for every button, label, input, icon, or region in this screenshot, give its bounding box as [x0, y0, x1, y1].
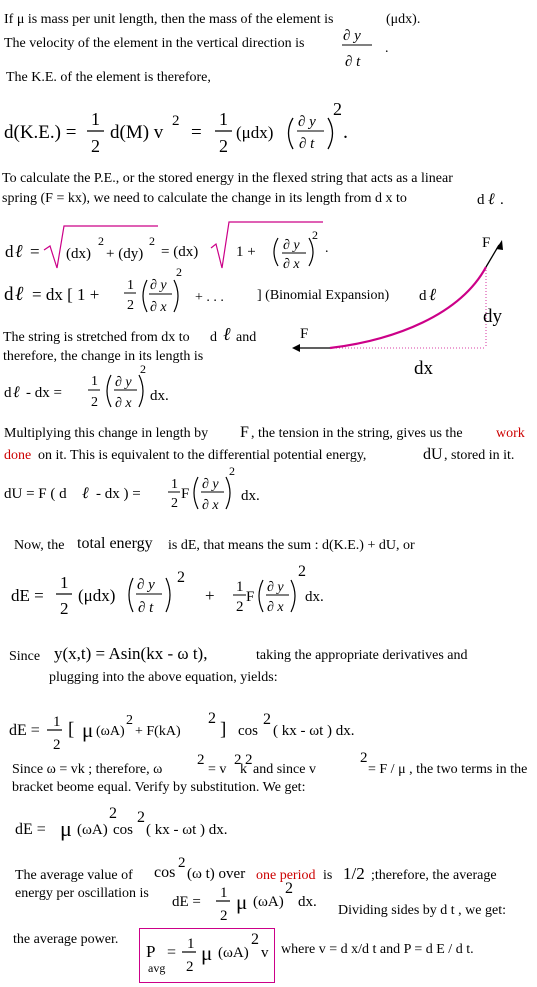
work-F: F	[240, 424, 249, 441]
ke-equals: =	[191, 122, 202, 143]
de-plus: +	[205, 586, 215, 605]
velocity-period: .	[385, 41, 389, 56]
change-half-num: 1	[91, 374, 98, 389]
de2-plus: + F(kA)	[135, 724, 181, 739]
since-rest: taking the appropriate derivatives and	[256, 648, 468, 663]
stretch-d: d	[210, 330, 217, 345]
binom-note: ] (Binomial Expansion)	[257, 288, 390, 303]
du-ell: ℓ	[82, 485, 89, 502]
intro-line-2: The velocity of the element in the vertical direction is	[4, 36, 305, 51]
de2-cos: cos	[238, 723, 258, 739]
de-p2-sq: 2	[298, 563, 306, 580]
velocity-denominator: ∂ t	[345, 54, 361, 70]
du-half-den: 2	[171, 496, 178, 511]
avg-c: ;therefore, the average	[371, 868, 497, 883]
power-omA-sq: 2	[251, 931, 259, 948]
since2-v2-sq: 2	[360, 750, 368, 766]
de2-mu: μ	[82, 718, 94, 742]
since2-b: = v	[208, 762, 227, 777]
avg-one-period: one period	[256, 868, 316, 883]
power-avg-sub: avg	[148, 961, 166, 975]
ke-half2-num: 1	[219, 109, 228, 129]
de-tail: dx.	[305, 589, 324, 605]
ke-dm-v: d(M) v	[110, 122, 164, 143]
power-omA: (ωA)	[218, 945, 249, 961]
de-p-den: ∂ t	[138, 600, 154, 616]
de-F: F	[246, 589, 255, 605]
dl-ell: ℓ	[15, 241, 23, 261]
de2-kA-sq: 2	[208, 710, 216, 727]
avg-b: is	[323, 868, 333, 883]
de-p2-num: ∂ y	[267, 580, 284, 595]
wave-equation: y(x,t) = Asin(kx - ω t),	[54, 644, 208, 663]
ke-half-den: 2	[91, 136, 100, 156]
ke-partial-den: ∂ t	[299, 136, 315, 152]
avg-dx: dx.	[298, 894, 317, 910]
de2-half-den: 2	[53, 737, 61, 753]
de-p2-den: ∂ x	[267, 600, 284, 615]
since2-d: and since v	[253, 762, 316, 777]
change-d: d	[4, 385, 12, 401]
de3-arg: ( kx - ωt ) dx.	[146, 822, 228, 838]
since-line-2: plugging into the above equation, yields:	[49, 670, 278, 685]
done-red: done	[4, 448, 32, 463]
stretch-line-1: The string is stretched from dx to	[3, 330, 190, 345]
de2-omA: (ωA)	[96, 724, 125, 739]
stretch-and: and	[236, 330, 257, 345]
de2-arg: ( kx - ωt ) dx.	[273, 723, 355, 739]
de2-lhs: dE =	[9, 722, 40, 739]
diagram-dl-ell: ℓ	[429, 285, 437, 304]
de3-lhs: dE =	[15, 821, 46, 838]
de2-omA-sq: 2	[126, 713, 133, 728]
work-line-2b: , stored in it.	[444, 448, 515, 463]
binom-eq: = dx [ 1 +	[32, 285, 100, 304]
avg-half: 1/2	[343, 864, 365, 883]
du-mid: - dx ) =	[96, 486, 141, 502]
binom-half-num: 1	[127, 278, 134, 293]
de-mudx: (μdx)	[78, 586, 116, 605]
du-p-den: ∂ x	[202, 498, 219, 513]
dl-p-sq: 2	[312, 228, 318, 242]
ke-half2-den: 2	[219, 136, 228, 156]
de-half-num: 1	[60, 573, 69, 592]
de-p-sq: 2	[177, 569, 185, 586]
since2-e: = F / μ , the two terms in the	[368, 762, 528, 777]
total-energy: total energy	[77, 535, 153, 552]
de-p-num: ∂ y	[137, 577, 155, 593]
work-line-1b: , the tension in the string, gives us the	[251, 426, 463, 441]
work-dU: dU	[423, 446, 443, 463]
change-minus: - dx =	[26, 385, 62, 401]
change-p-den: ∂ x	[115, 396, 132, 411]
p2-ell: ℓ	[488, 191, 495, 208]
de3-cos-sq: 2	[137, 809, 145, 826]
avg-half-den: 2	[220, 908, 228, 924]
de3-mu: μ	[60, 816, 72, 841]
since2-k-sq: 2	[245, 752, 253, 768]
power-v: v	[261, 945, 269, 961]
de3-omA: (ωA)	[77, 822, 108, 838]
since2-om-sq: 2	[197, 752, 205, 768]
work-line-2a: on it. This is equivalent to the differential potential energy,	[38, 448, 367, 463]
dl-dy: + (dy)	[106, 246, 144, 262]
velocity-numerator: ∂ y	[343, 28, 361, 44]
diagram-dl-d: d	[419, 288, 427, 304]
ke-mudx: (μdx)	[236, 123, 274, 142]
de-half2-den: 2	[236, 599, 244, 615]
ke-lhs: d(K.E.) =	[4, 122, 77, 143]
dl-eq-dx: = (dx)	[161, 244, 199, 260]
du-tail: dx.	[241, 488, 260, 504]
avg-cos: cos	[154, 864, 176, 881]
since2-a: Since ω = vk ; therefore, ω	[12, 762, 163, 777]
de3-cos: cos	[113, 822, 133, 838]
since2-v-sq: 2	[234, 752, 242, 768]
p2-end: .	[500, 192, 504, 208]
binom-p-num: ∂ y	[150, 278, 167, 293]
mass-expression: (μdx).	[386, 12, 421, 27]
change-p-sq: 2	[140, 362, 146, 376]
diagram-F-top: F	[482, 235, 491, 251]
since2-line-2: bracket beome equal. Verify by substitution. We get:	[12, 780, 306, 795]
avg-line-2: energy per oscillation is	[15, 886, 149, 901]
du-p-num: ∂ y	[202, 477, 219, 492]
power-eq: =	[167, 944, 177, 961]
binom-p-sq: 2	[176, 265, 182, 279]
binom-ell: ℓ	[15, 283, 24, 305]
ke-v-squared: 2	[172, 113, 180, 129]
total-b: is dE, that means the sum : d(K.E.) + dU, or	[168, 538, 415, 553]
avg-half-num: 1	[220, 885, 228, 901]
ke-partial-squared: 2	[333, 99, 342, 119]
du-p-sq: 2	[229, 464, 235, 478]
de2-half-num: 1	[53, 714, 61, 730]
pe-line-1: To calculate the P.E., or the stored energy in the flexed string that acts as a linear	[2, 171, 453, 186]
dl-d: d	[5, 242, 14, 261]
dl-dx-sq: 2	[98, 234, 104, 248]
dl-dy-sq: 2	[149, 234, 155, 248]
avg-a: The average value of	[15, 868, 133, 883]
change-half-den: 2	[91, 395, 98, 410]
since2-c: k	[240, 762, 247, 777]
avg-power-text: the average power.	[13, 932, 119, 947]
avg-omA-sq: 2	[285, 880, 293, 897]
diagram-F-left: F	[300, 326, 309, 342]
avg-arg: (ω t) over	[187, 866, 246, 882]
de2-cos-sq: 2	[263, 711, 271, 728]
since-label: Since	[9, 649, 41, 664]
dl-p-num: ∂ y	[283, 238, 300, 253]
avg-divide: Dividing sides by d t , we get:	[338, 903, 506, 918]
intro-line-1: If μ is mass per unit length, then the mass of the element is	[4, 12, 334, 27]
du-F: F	[181, 486, 190, 502]
change-ell: ℓ	[13, 384, 20, 401]
ke-partial-num: ∂ y	[298, 114, 316, 130]
de3-omA-sq: 2	[109, 805, 117, 822]
stretch-ell: ℓ	[223, 324, 231, 344]
pe-line-2: spring (F = kx), we need to calculate the change in its length from d x to	[2, 191, 407, 206]
de2-bracket-close: ]	[220, 719, 227, 740]
change-tail: dx.	[150, 388, 169, 404]
power-mu: μ	[201, 941, 213, 965]
du-lhs: dU = F ( d	[4, 486, 67, 502]
du-half-num: 1	[171, 477, 178, 492]
de-half2-num: 1	[236, 579, 244, 595]
stretch-line-2: therefore, the change in its length is	[3, 349, 204, 364]
binom-half-den: 2	[127, 298, 134, 313]
power-half-num: 1	[187, 936, 195, 952]
dl-one: 1 +	[236, 244, 256, 260]
work-line-1a: Multiplying this change in length by	[4, 426, 209, 441]
de2-bracket-open: [	[68, 719, 75, 740]
dl-dot: .	[325, 241, 329, 256]
dl-dx: (dx)	[66, 246, 91, 262]
de-lhs: dE =	[11, 586, 44, 605]
ke-period: .	[343, 121, 348, 143]
binom-d: d	[4, 284, 14, 305]
dl-p-den: ∂ x	[283, 257, 300, 272]
power-P: P	[146, 942, 156, 961]
avg-cos-sq: 2	[178, 855, 186, 871]
power-half-den: 2	[186, 959, 194, 975]
de-half-den: 2	[60, 599, 69, 618]
p2-d: d	[477, 192, 485, 208]
ke-half-num: 1	[91, 109, 100, 129]
dl-equals: =	[30, 242, 40, 261]
binom-p-den: ∂ x	[150, 300, 167, 315]
binom-plus: + . . .	[195, 290, 224, 305]
intro-line-3: The K.E. of the element is therefore,	[6, 70, 211, 85]
power-where: where v = d x/d t and P = d E / d t.	[281, 942, 474, 957]
avg-eq-lhs: dE =	[172, 894, 201, 910]
avg-omA: (ωA)	[253, 894, 284, 910]
work-red: work	[496, 426, 525, 441]
total-a: Now, the	[14, 538, 65, 553]
change-p-num: ∂ y	[115, 375, 132, 390]
avg-mu: μ	[236, 890, 248, 914]
diagram-dx: dx	[414, 358, 433, 379]
diagram-dy: dy	[483, 306, 502, 327]
